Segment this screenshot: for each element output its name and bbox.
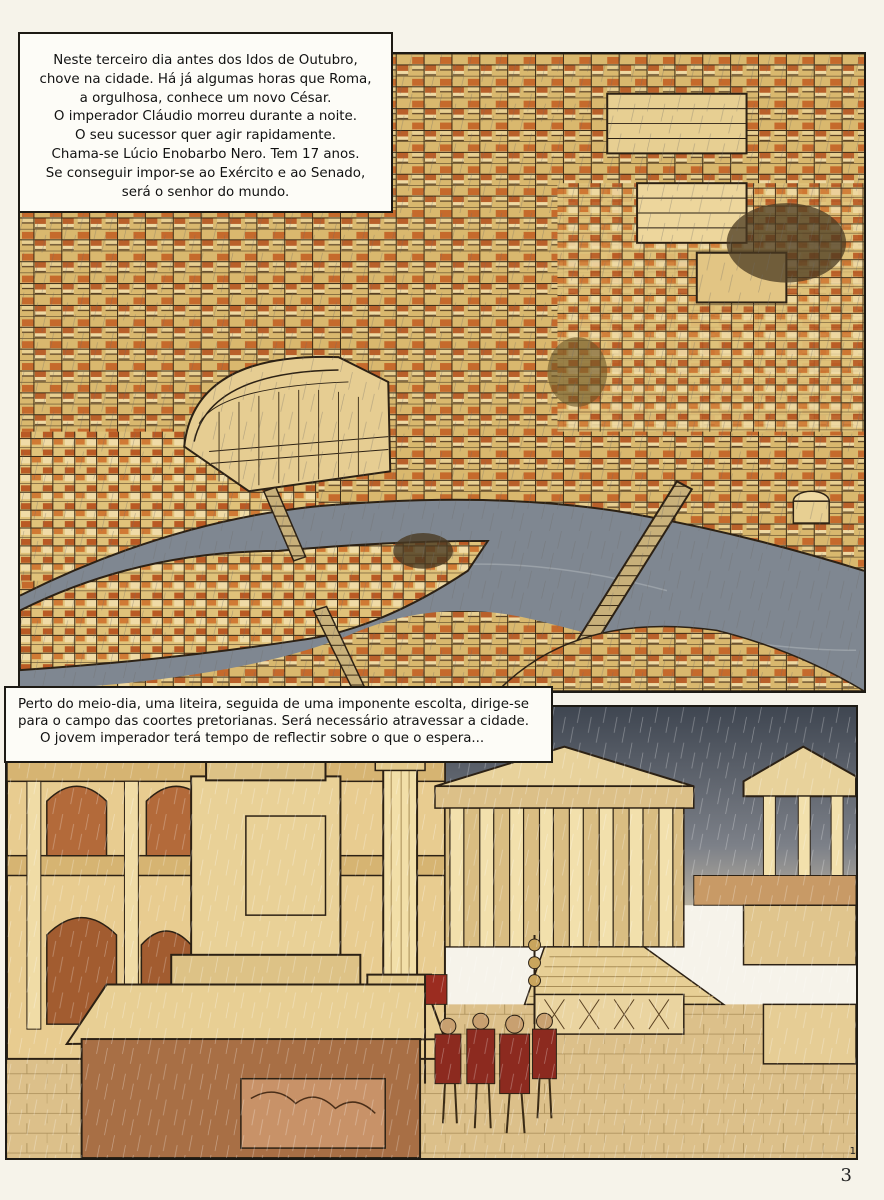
caption-line: será o senhor do mundo. — [121, 184, 290, 200]
caption-box-bottom — [4, 686, 553, 763]
caption-line: O seu sucessor quer agir rapidamente. — [74, 128, 337, 144]
caption-line: Se conseguir impor-se ao Exército e ao Senado, — [45, 165, 366, 181]
caption-line: Perto do meio-dia, uma liteira, seguida de uma imponente escolta, dirige-se — [18, 697, 530, 712]
comic-panel-forum-scene — [5, 705, 858, 1160]
page-number: 3 — [840, 1165, 852, 1186]
caption-line: para o campo das coortes pretorianas. Será necessário atravessar a cidade. — [18, 714, 529, 729]
forum-illustration — [7, 707, 856, 1158]
caption-line: chove na cidade. Há já algumas horas que Roma, — [39, 71, 372, 87]
caption-line: a orgulhosa, conhece um novo César. — [79, 90, 332, 106]
caption-line: Neste terceiro dia antes dos Idos de Outubro, — [53, 53, 358, 68]
panel-mark: 1 — [849, 1146, 856, 1157]
caption-line: O jovem imperador terá tempo de reflectir sobre o que o espera... — [40, 731, 485, 746]
caption-box-top — [18, 32, 393, 213]
caption-line: Chama-se Lúcio Enobarbo Nero. Tem 17 anos. — [51, 146, 360, 162]
caption-line: O imperador Cláudio morreu durante a noite. — [53, 109, 358, 125]
